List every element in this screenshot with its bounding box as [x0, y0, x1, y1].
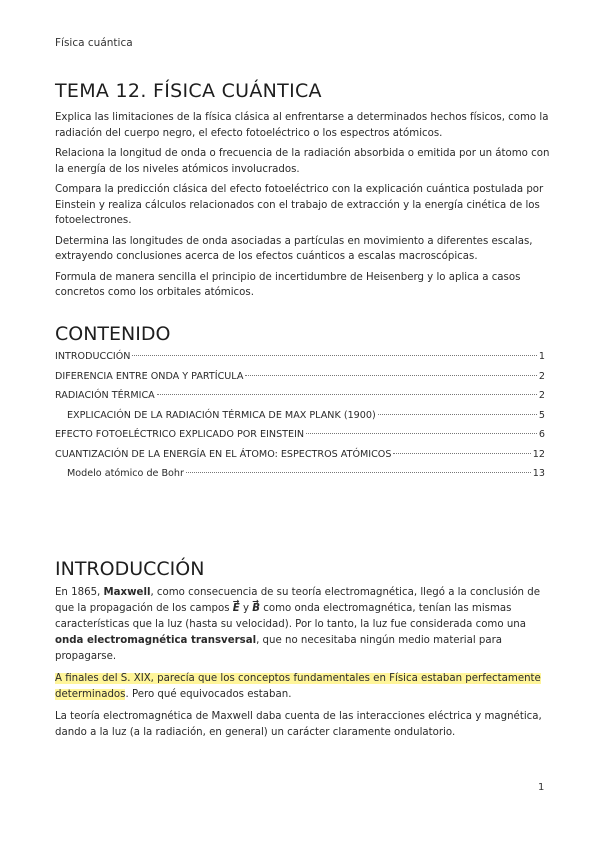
toc-entry-introduccion[interactable] [55, 347, 545, 367]
toc-entry-bohr[interactable] [55, 464, 545, 484]
text-run: como onda electromagnética, tenían las mismas características que la luz (hasta su velocidad). Por lo tanto, la luz fue considerada como una [55, 603, 526, 630]
text-run: , que no necesitaba ningún medio material para propagarse. [55, 635, 503, 662]
objective-item: Compara la predicción clásica del efecto fotoeléctrico con la explicación cuántica postulada por Einstein y realiza cálculos relacionados con el trabajo de extracción y la energía cinética de los fotoelectrones. [55, 184, 544, 226]
highlighted-text: A finales del S. XIX, parecía que los conceptos fundamentales en Física estaban perfectamente determinados [55, 673, 541, 700]
vector-b: → B [252, 603, 260, 614]
intro-paragraph-1 [55, 585, 550, 665]
toc-entry-page: 5 [538, 409, 545, 421]
toc-leader-dots [245, 375, 536, 376]
toc-leader-dots [393, 453, 530, 454]
toc-leader-dots [186, 472, 531, 473]
objective-item: Relaciona la longitud de onda o frecuencia de la radiación absorbida o emitida por un átomo con la energía de los niveles atómicos involucrados. [55, 148, 550, 175]
toc-leader-dots [306, 433, 537, 434]
toc-entry-page: 6 [538, 429, 545, 440]
toc-title: CONTENIDO [55, 323, 171, 345]
toc-entry-page: 2 [538, 390, 545, 401]
table-of-contents [55, 347, 545, 484]
intro-paragraph-3: La teoría electromagnética de Maxwell daba cuenta de las interacciones eléctrica y magnética, dando a la luz (a la radiación, en general) un carácter claramente ondulatorio. [55, 711, 542, 738]
wave-term: onda electromagnética transversal [55, 635, 257, 646]
text-run: . Pero qué equivocados estaban. [125, 689, 292, 700]
toc-entry-page: 12 [532, 448, 545, 460]
toc-entry-cuantizacion[interactable] [55, 445, 545, 465]
toc-entry-fotoelectrico[interactable] [55, 425, 545, 445]
toc-entry-label: EXPLICACIÓN DE LA RADIACIÓN TÉRMICA DE MAX PLANK (1900) [67, 409, 376, 421]
text-run: En 1865, [55, 587, 104, 598]
toc-entry-label: DIFERENCIA ENTRE ONDA Y PARTÍCULA [55, 370, 244, 382]
maxwell-name: Maxwell [103, 587, 151, 598]
introduction-body [55, 585, 550, 747]
text-run: , como consecuencia de su teoría electromagnética, llegó a la conclusión de que la propagación de los campos [55, 587, 540, 614]
objective-item: Determina las longitudes de onda asociadas a partículas en movimiento a diferentes escalas, extrayendo conclusiones acerca de los efectos cuánticos a escalas macroscópicas. [55, 235, 533, 262]
objectives-list [55, 110, 550, 306]
toc-entry-label: INTRODUCCIÓN [55, 351, 131, 362]
toc-leader-dots [378, 414, 537, 415]
objective-item: Explica las limitaciones de la física clásica al enfrentarse a determinados hechos físicos, como la radiación del cuerpo negro, el efecto fotoeléctrico o los espectros atómicos. [55, 112, 549, 139]
text-run: y [239, 603, 253, 614]
toc-leader-dots [132, 355, 536, 356]
toc-entry-label: CUANTIZACIÓN DE LA ENERGÍA EN EL ÁTOMO: ESPECTROS ATÓMICOS [55, 448, 392, 460]
toc-entry-page: 13 [532, 468, 545, 479]
toc-entry-plank[interactable] [55, 406, 545, 426]
section-title-introduccion: INTRODUCCIÓN [55, 558, 205, 580]
toc-entry-label: EFECTO FOTOELÉCTRICO EXPLICADO POR EINSTEIN [55, 429, 305, 440]
toc-entry-radiacion[interactable] [55, 386, 545, 406]
toc-entry-diferencia[interactable] [55, 367, 545, 387]
toc-entry-label: RADIACIÓN TÉRMICA [55, 390, 155, 401]
intro-paragraph-2 [55, 671, 550, 703]
page-header: Física cuántica [55, 37, 133, 49]
toc-entry-label: Modelo atómico de Bohr [67, 468, 184, 479]
toc-leader-dots [157, 394, 537, 395]
toc-entry-page: 2 [538, 370, 545, 382]
objective-item: Formula de manera sencilla el principio de incertidumbre de Heisenberg y lo aplica a casos concretos como los orbitales atómicos. [55, 271, 521, 298]
toc-entry-page: 1 [538, 351, 545, 362]
topic-title: TEMA 12. FÍSICA CUÁNTICA [55, 80, 322, 102]
page-number: 1 [538, 782, 545, 793]
vector-e: → E [233, 603, 240, 614]
